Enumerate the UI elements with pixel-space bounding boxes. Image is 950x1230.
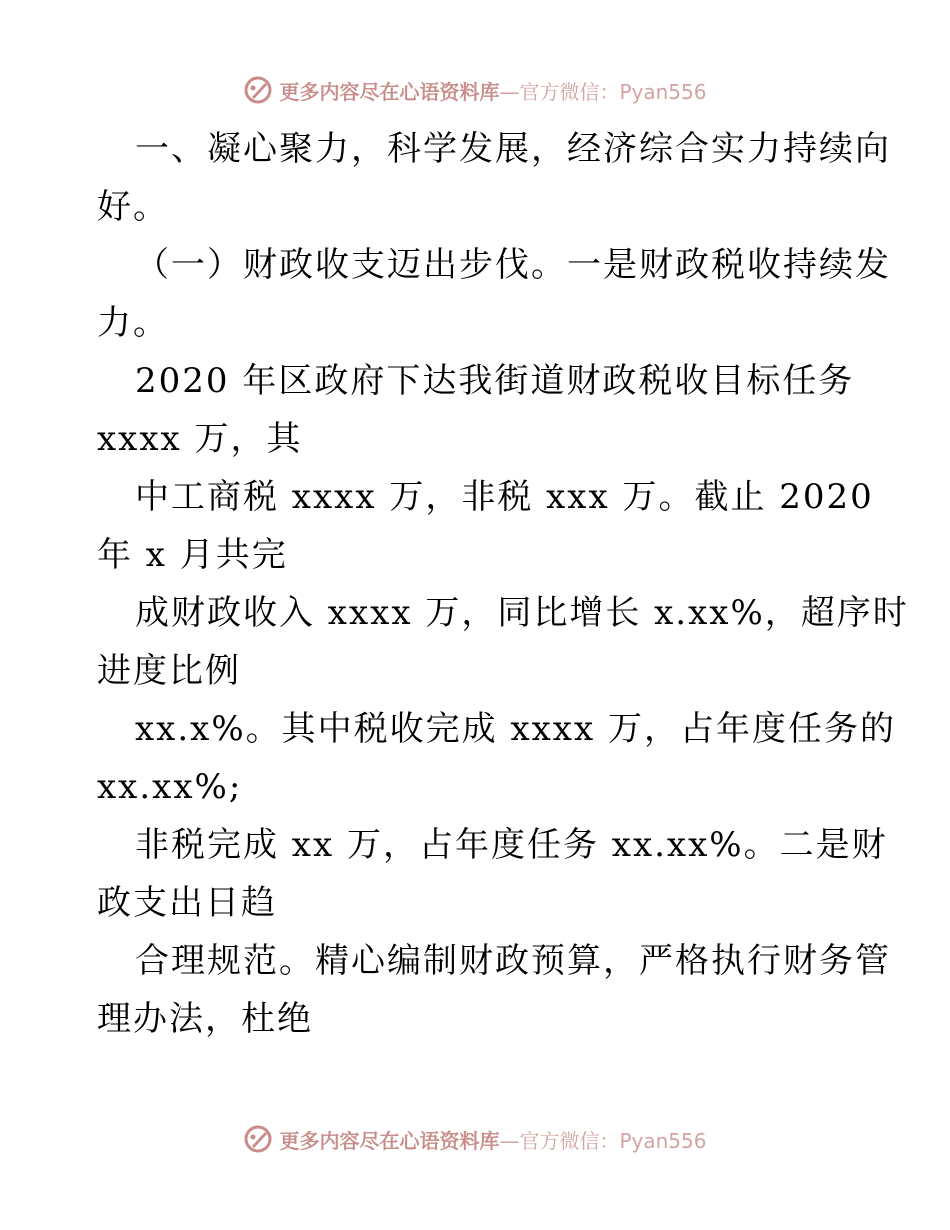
paragraph-line: 好。: [97, 187, 169, 227]
paragraph-line: 进度比例: [97, 651, 241, 691]
quill-logo-icon: [243, 75, 273, 105]
paragraph-line: xx.x%。其中税收完成 xxxx 万，占年度任务的: [135, 709, 896, 749]
paragraph-line: 合理规范。精心编制财政预算，严格执行财务管: [135, 941, 891, 981]
paragraph-line: 2020 年区政府下达我街道财政税收目标任务: [135, 361, 855, 401]
paragraph-line: xx.xx%;: [97, 767, 243, 807]
paragraph-line: 中工商税 xxxx 万，非税 xxx 万。截止 2020: [135, 477, 874, 517]
footer-watermark: [0, 1121, 950, 1157]
paragraph-line: 非税完成 xx 万，占年度任务 xx.xx%。二是财: [135, 825, 888, 865]
quill-logo-icon: [243, 1124, 273, 1154]
document-body: [97, 120, 909, 1048]
header-watermark: [0, 72, 950, 108]
paragraph-line: （一）财政收支迈出步伐。一是财政税收持续发: [135, 245, 891, 285]
paragraph-line: 力。: [97, 303, 169, 343]
watermark-text: 更多内容尽在心语资料库—官方微信：Pyan556: [279, 79, 707, 104]
watermark-text: 更多内容尽在心语资料库—官方微信：Pyan556: [279, 1128, 707, 1153]
paragraph-line: 成财政收入 xxxx 万，同比增长 x.xx%，超序时: [135, 593, 909, 633]
paragraph-line: 政支出日趋: [97, 883, 277, 923]
paragraph-line: xxxx 万，其: [97, 419, 303, 459]
paragraph-line: 年 x 月共完: [97, 535, 288, 575]
paragraph-line: 一、凝心聚力，科学发展，经济综合实力持续向: [135, 129, 891, 169]
paragraph-line: 理办法，杜绝: [97, 999, 313, 1039]
